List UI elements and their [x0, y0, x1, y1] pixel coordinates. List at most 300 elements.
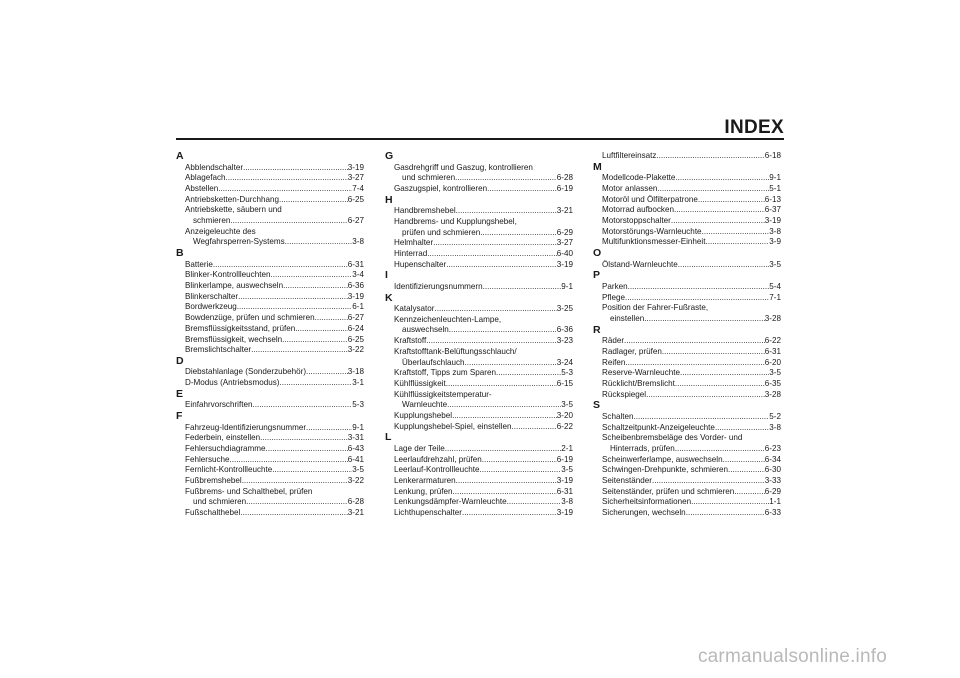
- dot-leader: [507, 497, 562, 508]
- index-entry: [593, 173, 781, 184]
- index-entry-text: Kraftstoff, Tipps zum Sparen: [394, 368, 496, 378]
- index-entry-page: 6-19: [556, 454, 573, 464]
- index-entry-page: 3-19: [556, 508, 573, 518]
- index-entry-page: 6-31: [347, 259, 364, 269]
- index-entry-page: 7-4: [352, 183, 364, 193]
- dot-leader: [433, 238, 557, 249]
- dot-leader: [456, 206, 557, 217]
- index-entry-text: Bremsflüssigkeit, wechseln: [185, 334, 283, 344]
- index-entry-page: 3-22: [347, 345, 364, 355]
- index-entry-text: Rücklicht/Bremslicht: [602, 378, 675, 388]
- index-entry-text: Motor anlassen: [602, 183, 658, 193]
- index-entry-text: Sicherheitsinformationen: [602, 497, 692, 507]
- index-entry: [176, 324, 364, 335]
- index-entry-page: 6-37: [764, 205, 781, 215]
- index-entry: [176, 163, 364, 174]
- index-entry-page: 3-21: [347, 508, 364, 518]
- dot-leader: [456, 476, 557, 487]
- index-entry-text: Fehlersuchdiagramme: [185, 443, 266, 453]
- index-entry-text: Antriebsketten-Durchhang: [185, 194, 280, 204]
- index-entry-page: 3-8: [769, 226, 781, 236]
- index-entry: [176, 378, 364, 389]
- index-entry-page: 3-31: [347, 433, 364, 443]
- index-entry-text: Handbrems- und Kupplungshebel,: [394, 216, 517, 226]
- index-entry-text: Bremslichtschalter: [185, 345, 252, 355]
- index-entry-page: 6-13: [764, 194, 781, 204]
- index-entry-text: Lage der Teile: [394, 443, 445, 453]
- index-entry: [593, 390, 781, 401]
- dot-leader: [624, 336, 765, 347]
- index-entry: [385, 282, 573, 293]
- index-entry: [593, 487, 781, 498]
- index-entry-page: 3-28: [764, 313, 781, 323]
- index-letter-heading: G: [385, 150, 394, 162]
- index-entry-page: 3-27: [556, 238, 573, 248]
- index-entry: [593, 444, 781, 455]
- dot-leader: [251, 345, 348, 356]
- index-entry: [385, 304, 573, 315]
- index-entry-text: Fußbrems- und Schalthebel, prüfen: [185, 486, 313, 496]
- dot-leader: [230, 455, 348, 466]
- index-entry-text: Scheinwerferlampe, auswechseln: [602, 454, 723, 464]
- index-entry-text: Kühlflüssigkeit: [394, 378, 446, 388]
- dot-leader: [678, 260, 770, 271]
- index-entry-text: Lenkerarmaturen: [394, 476, 456, 486]
- index-entry-text: Radlager, prüfen: [602, 346, 662, 356]
- index-entry: [593, 379, 781, 390]
- dot-leader: [242, 476, 348, 487]
- index-entry-page: 6-23: [764, 443, 781, 453]
- index-entry-page: 3-1: [352, 378, 364, 388]
- index-entry-page: 3-5: [769, 259, 781, 269]
- index-entry: [176, 455, 364, 466]
- dot-leader: [680, 368, 769, 379]
- index-entry-page: 6-36: [556, 325, 573, 335]
- index-entry-text: Lichthupenschalter: [394, 508, 462, 518]
- index-entry-page: 6-29: [764, 486, 781, 496]
- index-entry-text: Abblendschalter: [185, 162, 244, 172]
- index-entry-text: Motorstörungs-Warnleuchte: [602, 226, 702, 236]
- index-entry-text: Reifen: [602, 357, 626, 367]
- index-entry-text: Bowdenzüge, prüfen und schmieren: [185, 313, 315, 323]
- index-entry-page: 6-28: [347, 497, 364, 507]
- index-entry-text: Kraftstoff: [394, 336, 427, 346]
- index-entry-page: 3-19: [556, 259, 573, 269]
- index-letter-heading: S: [593, 399, 601, 412]
- dot-leader: [272, 465, 352, 476]
- index-entry-page: 6-20: [764, 357, 781, 367]
- index-entry: [176, 335, 364, 346]
- index-entry: [385, 336, 573, 347]
- dot-leader: [691, 497, 769, 508]
- dot-leader: [306, 367, 348, 378]
- index-entry: [176, 476, 364, 487]
- title-rule: [176, 138, 784, 140]
- index-entry-text: Hinterrads, prüfen: [610, 443, 675, 453]
- index-entry-page: 3-5: [561, 465, 573, 475]
- index-entry-page: 6-28: [556, 173, 573, 183]
- index-entry-text: Lenkung, prüfen: [394, 486, 453, 496]
- index-entry-page: 3-20: [556, 411, 573, 421]
- index-entry: [385, 184, 573, 195]
- dot-leader: [634, 412, 770, 423]
- index-entry-text: Bordwerkzeug: [185, 302, 237, 312]
- dot-leader: [480, 228, 557, 239]
- index-entry-text: Schaltzeitpunkt-Anzeigeleuchte: [602, 422, 715, 432]
- dot-leader: [279, 195, 348, 206]
- dot-leader: [728, 465, 765, 476]
- page-title: INDEX: [724, 117, 784, 138]
- index-entry-text: Kennzeichenleuchten-Lampe,: [394, 314, 502, 324]
- index-entry: [176, 345, 364, 356]
- dot-leader: [646, 390, 765, 401]
- index-entry-text: Luftfiltereinsatz: [602, 151, 657, 160]
- index-entry-page: 3-23: [556, 336, 573, 346]
- index-entry-page: 3-5: [769, 368, 781, 378]
- index-entry-page: 6-27: [347, 216, 364, 226]
- index-entry: [385, 206, 573, 217]
- index-entry: [593, 412, 781, 423]
- index-entry: [176, 508, 364, 519]
- index-entry: [176, 423, 364, 434]
- index-entry-page: 6-18: [764, 151, 781, 160]
- index-entry-text: Motorstoppschalter: [602, 216, 671, 226]
- index-entry-text: Räder: [602, 336, 625, 346]
- dot-leader: [644, 314, 765, 325]
- index-entry: [593, 465, 781, 476]
- index-column-2: [385, 151, 573, 519]
- index-entry-text: Fahrzeug-Identifizierungsnummer: [185, 422, 307, 432]
- index-letter-heading: M: [593, 160, 602, 173]
- index-entry-text: und schmieren: [402, 173, 456, 183]
- index-entry-page: 9-1: [352, 422, 364, 432]
- index-entry-text: Fernlicht-Kontrollleuchte: [185, 465, 273, 475]
- dot-leader: [240, 508, 347, 519]
- index-entry-text: Helmhalter: [394, 238, 434, 248]
- dot-leader: [315, 313, 348, 324]
- index-entry: [593, 184, 781, 195]
- dot-leader: [270, 270, 352, 281]
- index-entry-page: 3-24: [556, 357, 573, 367]
- index-entry-text: Ablagefach: [185, 173, 226, 183]
- index-entry: [593, 227, 781, 238]
- index-entry: [176, 195, 364, 206]
- index-entry-page: 6-40: [556, 248, 573, 258]
- index-letter-heading: R: [593, 323, 601, 336]
- index-entry-text: Gasdrehgriff und Gaszug, kontrollieren: [394, 162, 533, 172]
- index-entry: [176, 400, 364, 411]
- index-entry: [176, 497, 364, 508]
- index-entry-text: auswechseln: [402, 325, 449, 335]
- index-entry: [176, 302, 364, 313]
- index-entry-text: Bremsflüssigkeitsstand, prüfen: [185, 323, 296, 333]
- index-entry-text: Handbremshebel: [394, 206, 456, 216]
- index-entry-page: 6-43: [347, 443, 364, 453]
- index-entry-text: Abstellen: [185, 183, 219, 193]
- index-entry: [176, 433, 364, 444]
- index-entry-page: 5-3: [352, 400, 364, 410]
- index-letter-heading: L: [385, 431, 392, 444]
- dot-leader: [226, 173, 348, 184]
- index-entry-text: Gaszugspiel, kontrollieren: [394, 183, 488, 193]
- index-entry-text: Blinkerschalter: [185, 291, 239, 301]
- index-entry-text: Kupplungshebel: [394, 411, 453, 421]
- index-entry: [176, 173, 364, 184]
- index-letter-heading: I: [385, 269, 388, 282]
- index-entry-text: Fehlersuche: [185, 454, 230, 464]
- index-entry: [593, 455, 781, 466]
- index-entry-text: Leerlaufdrehzahl, prüfen: [394, 454, 482, 464]
- dot-leader: [705, 237, 769, 248]
- index-entry-page: 9-1: [561, 281, 573, 291]
- index-entry-page: 6-36: [347, 281, 364, 291]
- index-entry-text: Warnleuchte: [402, 400, 448, 410]
- index-entry-page: 5-4: [769, 281, 781, 291]
- index-entry: [593, 476, 781, 487]
- index-entry-text: Reserve-Warnleuchte: [602, 368, 680, 378]
- index-entry: [385, 228, 573, 239]
- dot-leader: [455, 173, 557, 184]
- index-entry: [385, 455, 573, 466]
- index-entry-text: Motorrad aufbocken: [602, 205, 674, 215]
- index-entry: [385, 508, 573, 519]
- index-entry-page: 1-1: [769, 497, 781, 507]
- index-entry: [385, 325, 573, 336]
- index-entry-page: 3-19: [347, 291, 364, 301]
- dot-leader: [266, 444, 348, 455]
- index-letter-heading: F: [176, 410, 183, 423]
- index-entry: [385, 249, 573, 260]
- index-entry: [593, 216, 781, 227]
- index-letter-heading: A: [176, 150, 184, 162]
- index-entry-page: 6-22: [556, 421, 573, 431]
- index-letter-heading: P: [593, 269, 601, 282]
- index-entry-text: Modellcode-Plakette: [602, 173, 676, 183]
- index-entry-page: 9-1: [769, 173, 781, 183]
- index-entry: [176, 260, 364, 271]
- index-entry-page: 6-31: [556, 486, 573, 496]
- dot-leader: [446, 379, 557, 390]
- index-entry-page: 6-25: [347, 194, 364, 204]
- index-entry-page: 6-31: [764, 346, 781, 356]
- index-entry-page: 3-22: [347, 476, 364, 486]
- index-entry-text: Katalysator: [394, 304, 435, 314]
- dot-leader: [734, 487, 765, 498]
- index-entry-page: 3-21: [556, 206, 573, 216]
- index-entry-page: 6-27: [347, 313, 364, 323]
- dot-leader: [662, 347, 765, 358]
- index-entry-text: Ölstand-Warnleuchte: [602, 259, 678, 269]
- index-letter-heading: D: [176, 354, 184, 367]
- index-entry-page: 3-19: [556, 476, 573, 486]
- index-entry: [593, 151, 781, 162]
- index-entry: [593, 497, 781, 508]
- index-entry-page: 6-25: [347, 334, 364, 344]
- dot-leader: [427, 249, 557, 260]
- index-entry: [176, 367, 364, 378]
- index-entry: [176, 270, 364, 281]
- dot-leader: [243, 163, 348, 174]
- index-entry: [385, 400, 573, 411]
- index-entry: [385, 465, 573, 476]
- dot-leader: [285, 237, 353, 248]
- index-entry-text: Schwingen-Drehpunkte, schmieren: [602, 465, 728, 475]
- index-entry: [593, 260, 781, 271]
- index-entry-text: Fußschalthebel: [185, 508, 241, 518]
- dot-leader: [279, 378, 352, 389]
- index-entry-text: Einfahrvorschriften: [185, 400, 253, 410]
- index-entry-page: 6-30: [764, 465, 781, 475]
- index-entry: [176, 184, 364, 195]
- dot-leader: [496, 368, 561, 379]
- index-letter-heading: K: [385, 291, 393, 304]
- index-entry: [385, 497, 573, 508]
- dot-leader: [252, 400, 352, 411]
- index-entry: [385, 487, 573, 498]
- index-entry-page: 3-8: [561, 497, 573, 507]
- index-entry-page: 3-4: [352, 270, 364, 280]
- index-entry-text: Leerlauf-Kontrollleuchte: [394, 465, 480, 475]
- index-entry: [176, 465, 364, 476]
- index-entry: [176, 237, 364, 248]
- index-entry-page: 3-28: [764, 389, 781, 399]
- index-entry-page: 5-1: [769, 183, 781, 193]
- index-entry-page: 3-19: [764, 216, 781, 226]
- index-entry: [593, 314, 781, 325]
- dot-leader: [511, 422, 556, 433]
- index-entry-text: Seitenständer, prüfen und schmieren: [602, 486, 735, 496]
- dot-leader: [449, 325, 557, 336]
- index-entry-text: Blinkerlampe, auswechseln: [185, 281, 284, 291]
- index-entry-page: 2-1: [561, 443, 573, 453]
- index-entry-page: 6-29: [556, 227, 573, 237]
- dot-leader: [306, 423, 352, 434]
- index-entry-text: Parken: [602, 281, 628, 291]
- index-entry-page: 6-19: [556, 183, 573, 193]
- dot-leader: [238, 292, 348, 303]
- index-entry: [593, 336, 781, 347]
- dot-leader: [675, 379, 765, 390]
- index-entry-text: Seitenständer: [602, 476, 652, 486]
- index-entry: [176, 444, 364, 455]
- index-entry: [385, 238, 573, 249]
- index-entry-page: 3-8: [769, 422, 781, 432]
- dot-leader: [628, 282, 770, 293]
- index-entry-text: Rückspiegel: [602, 389, 647, 399]
- index-entry-text: Hupenschalter: [394, 259, 447, 269]
- dot-leader: [723, 455, 765, 466]
- index-entry-text: Multifunktionsmesser-Einheit: [602, 237, 706, 247]
- index-entry-page: 3-25: [556, 304, 573, 314]
- index-entry-page: 6-34: [764, 454, 781, 464]
- index-entry-page: 3-8: [352, 237, 364, 247]
- index-entry-page: 3-33: [764, 476, 781, 486]
- index-entry: [593, 237, 781, 248]
- dot-leader: [487, 184, 557, 195]
- index-entry-text: Fußbremshebel: [185, 476, 242, 486]
- dot-leader: [674, 205, 765, 216]
- dot-leader: [462, 508, 557, 519]
- index-entry: [593, 358, 781, 369]
- index-entry-text: und schmieren: [193, 497, 247, 507]
- dot-leader: [702, 227, 770, 238]
- dot-leader: [686, 508, 765, 519]
- index-entry-text: D-Modus (Antriebsmodus): [185, 378, 280, 388]
- index-entry: [385, 260, 573, 271]
- index-entry-text: Batterie: [185, 259, 213, 269]
- index-entry: [385, 368, 573, 379]
- dot-leader: [625, 293, 769, 304]
- dot-leader: [435, 304, 557, 315]
- index-entry-page: 3-5: [561, 400, 573, 410]
- index-entry-page: 7-1: [769, 292, 781, 302]
- dot-leader: [482, 455, 557, 466]
- index-entry: [593, 282, 781, 293]
- index-entry-text: Lenkungsdämpfer-Warnleuchte: [394, 497, 507, 507]
- index-entry-page: 5-3: [561, 368, 573, 378]
- index-entry-page: 6-33: [764, 508, 781, 518]
- dot-leader: [246, 497, 348, 508]
- dot-leader: [426, 336, 557, 347]
- dot-leader: [218, 184, 352, 195]
- index-entry: [593, 205, 781, 216]
- index-entry-page: 3-27: [347, 173, 364, 183]
- index-entry-text: Position der Fahrer-Fußraste,: [602, 303, 709, 313]
- index-entry-page: 5-2: [769, 411, 781, 421]
- dot-leader: [452, 411, 557, 422]
- index-entry-text: Überlaufschlauch: [402, 357, 465, 367]
- index-entry: [176, 292, 364, 303]
- index-entry-text: Kupplungshebel-Spiel, einstellen: [394, 421, 512, 431]
- index-entry: [593, 368, 781, 379]
- dot-leader: [283, 281, 348, 292]
- index-entry-text: prüfen und schmieren: [402, 227, 481, 237]
- dot-leader: [237, 302, 353, 313]
- dot-leader: [656, 151, 764, 162]
- index-letter-heading: O: [593, 247, 602, 260]
- dot-leader: [671, 216, 765, 227]
- index-entry-text: Kraftstofftank-Belüftungsschlauch/: [394, 346, 517, 356]
- index-entry-text: Sicherungen, wechseln: [602, 508, 686, 518]
- dot-leader: [480, 465, 562, 476]
- index-entry: [385, 173, 573, 184]
- dot-leader: [698, 195, 765, 206]
- dot-leader: [445, 444, 562, 455]
- index-entry-text: Diebstahlanlage (Sonderzubehör): [185, 367, 307, 377]
- index-letter-heading: E: [176, 387, 184, 400]
- index-entry-page: 6-1: [352, 302, 364, 312]
- index-entry-text: Identifizierungsnummern: [394, 281, 483, 291]
- dot-leader: [260, 433, 348, 444]
- index-entry-page: 3-19: [347, 162, 364, 172]
- dot-leader: [483, 282, 562, 293]
- dot-leader: [652, 476, 765, 487]
- dot-leader: [295, 324, 348, 335]
- index-entry-text: Federbein, einstellen: [185, 433, 261, 443]
- index-entry-text: Motoröl und Ölfilterpatrone: [602, 194, 698, 204]
- index-entry: [385, 476, 573, 487]
- index-letter-heading: B: [176, 247, 184, 260]
- index-column-3: [593, 151, 781, 519]
- index-entry-text: Hinterrad: [394, 248, 428, 258]
- dot-leader: [213, 260, 348, 271]
- index-entry: [385, 379, 573, 390]
- index-entry: [593, 508, 781, 519]
- dot-leader: [446, 260, 557, 271]
- index-entry-page: 6-22: [764, 336, 781, 346]
- index-entry: [593, 347, 781, 358]
- dot-leader: [675, 444, 765, 455]
